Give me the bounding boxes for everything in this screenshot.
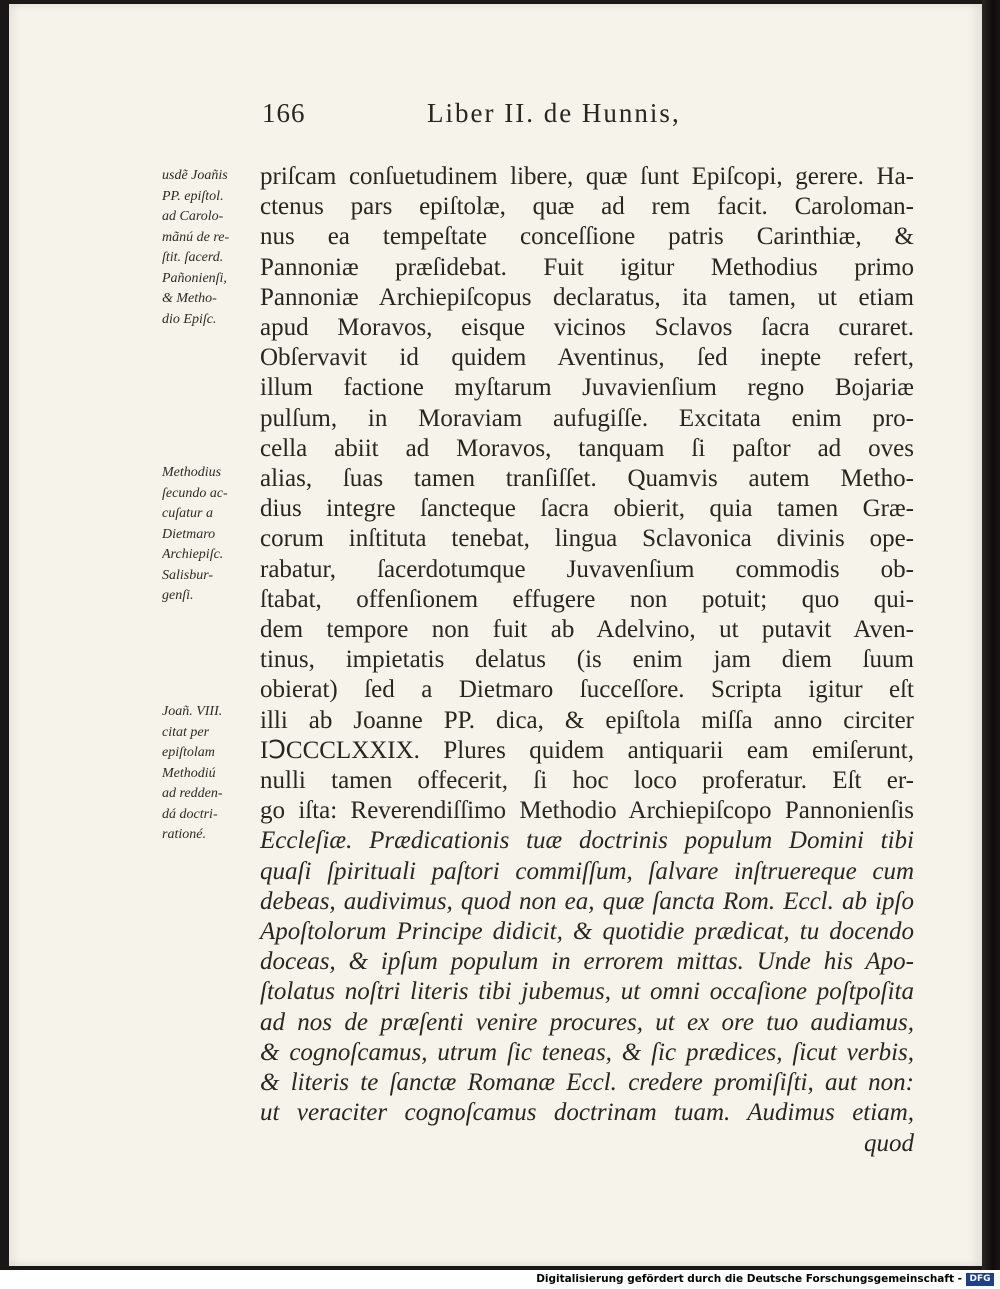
body-line: IↃCCCLXXIX. Plures quidem antiquarii eam emiſerunt, (260, 736, 914, 764)
margin-note-line: rationé. (162, 827, 206, 842)
body-line: ſtabat, offenſionem effugere non potuit; quo qui- (260, 585, 914, 613)
body-line: doceas, & ipſum populum in errorem mittas. Unde his Apo- (260, 948, 914, 976)
margin-note-line: cuſatur a (162, 506, 213, 521)
body-line: ad nos de præſenti venire procures, ut ex ore tuo audiamus, (260, 1008, 914, 1036)
body-line: cella abiit ad Moravos, tanquam ſi paſtor ad oves (260, 434, 914, 462)
body-line: nulli tamen offecerit, ſi hoc loco proferatur. Eſt er- (260, 767, 914, 795)
body-line: illum factione myſtarum Juvavienſium regno Bojariæ (260, 374, 914, 402)
body-line: obierat) ſed a Dietmaro ſucceſſore. Scripta igitur eſt (260, 676, 914, 704)
body-line: dius integre ſancteque ſacra obierit, quia tamen Græ- (260, 495, 914, 523)
footer-credit: Digitalisierung gefördert durch die Deutsche Forschungsgemeinschaft - (536, 1273, 962, 1285)
margin-note-line: Joañ. VIII. (162, 704, 223, 719)
margin-note-2 (162, 463, 262, 607)
margin-note-line: ad redden- (162, 786, 223, 801)
margin-note-line: epiſtolam (162, 745, 215, 760)
margin-note-line: Salisbur- (162, 567, 214, 583)
margin-note-line: PP. epiſtol. (162, 188, 224, 204)
margin-note-line: Pañonienſi, (162, 270, 227, 286)
body-line: ctenus pars epiſtolæ, quæ ad rem facit. Caroloman- (260, 193, 914, 221)
body-line: Pannoniæ præſidebat. Fuit igitur Methodius primo (260, 253, 914, 281)
body-line: ut veraciter cognoſcamus doctrinam tuam. Audimus etiam, (260, 1099, 914, 1127)
body-line: & cognoſcamus, utrum ſic teneas, & ſic prædices, ſicut verbis, (260, 1038, 914, 1066)
margin-note-line: Dietmaro (162, 526, 216, 542)
body-line: go iſta: Reverendiſſimo Methodio Archiepiſcopo Pannonienſis (260, 797, 914, 825)
body-line: Eccleſiæ. Prædicationis tuæ doctrinis populum Domini tibi (260, 827, 914, 855)
body-line: illi ab Joanne PP. dica, & epiſtola miſſa anno circiter (260, 706, 914, 734)
body-line: tinus, impietatis delatus (is enim jam diem ſuum (260, 646, 914, 674)
margin-note-line: mãnú de re- (162, 229, 230, 245)
body-text (260, 162, 914, 1159)
running-title: Liber II. de Hunnis, (427, 98, 681, 128)
margin-note-line: dá doctri- (162, 806, 218, 822)
margin-note-line: dio Epiſc. (162, 311, 217, 327)
margin-note-line: Archiepiſc. (162, 547, 224, 562)
margin-note-3 (162, 702, 262, 846)
body-line: Obſervavit id quidem Aventinus, ſed inepte refert, (260, 344, 914, 372)
margin-note-line: ſecundo ac- (162, 485, 228, 501)
margin-note-line: & Metho- (162, 291, 217, 306)
dfg-logo: DFG (966, 1273, 994, 1286)
page-edge-shadow (982, 0, 1000, 1270)
margin-note-line: genſi. (162, 588, 194, 603)
margin-note-line: ad Carolo- (162, 209, 224, 224)
page-header (262, 96, 782, 136)
page-number: 166 (262, 98, 306, 128)
body-line: & literis te ſanctæ Romanæ Eccl. credere promiſiſti, aut non: (260, 1069, 914, 1097)
body-line: quod (864, 1129, 914, 1157)
body-line: apud Moravos, eisque vicinos Sclavos ſacra curaret. (260, 314, 914, 342)
body-line: alias, ſuas tamen tranſiſſet. Quamvis autem Metho- (260, 465, 914, 493)
body-line: quaſi ſpirituali paſtori commiſſum, ſalvare inſtruereque cum (260, 857, 914, 885)
body-line: pulſum, in Moraviam aufugiſſe. Excitata enim pro- (260, 404, 914, 432)
margin-note-line: Methodius (162, 465, 222, 480)
margin-note-line: Methodiú (162, 765, 216, 781)
body-line: priſcam conſuetudinem libere, quæ ſunt Epiſcopi, gerere. Ha- (260, 163, 914, 190)
body-line: corum inſtituta tenebat, lingua Sclavonica divinis ope- (260, 525, 914, 553)
body-line: dem tempore non fuit ab Adelvino, ut putavit Aven- (260, 616, 914, 644)
body-line: ſtolatus noſtri literis tibi jubemus, ut omni occaſione poſtpoſita (260, 978, 914, 1006)
margin-note-line: citat per (162, 724, 210, 740)
margin-note-line: usdẽ Joañis (162, 168, 228, 183)
margin-note-1 (162, 166, 262, 330)
body-line: debeas, audivimus, quod non ea, quæ ſancta Rom. Eccl. ab ipſo (260, 887, 914, 915)
body-line: rabatur, ſacerdotumque Juvavenſium commodis ob- (260, 555, 914, 583)
margin-note-line: ſtit. ſacerd. (162, 250, 224, 265)
body-line: Pannoniæ Archiepiſcopus declaratus, ita tamen, ut etiam (260, 283, 914, 311)
body-line: Apoſtolorum Principe didicit, & quotidie prædicat, tu docendo (260, 918, 914, 946)
body-line: nus ea tempeſtate conceſſione patris Carinthiæ, & (260, 223, 914, 251)
